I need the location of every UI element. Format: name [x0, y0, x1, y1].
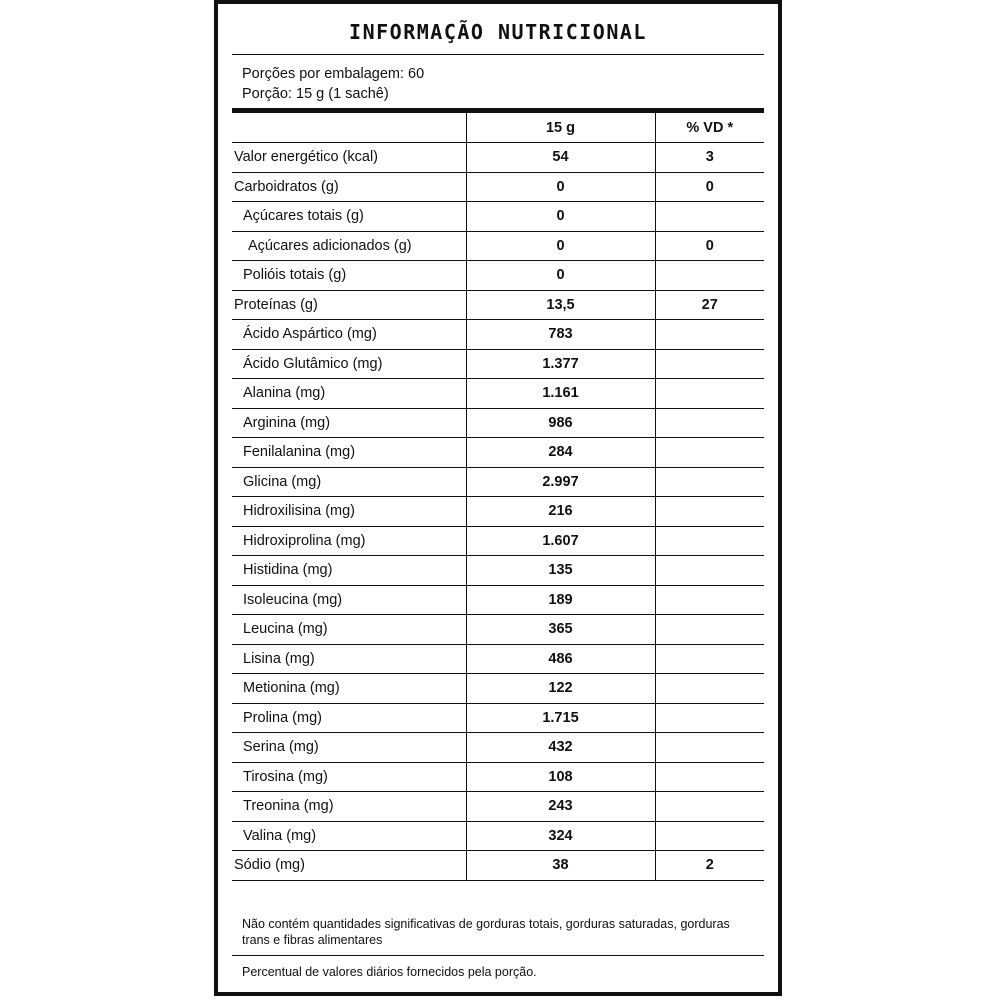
table-row: [232, 497, 764, 527]
nutrient-amount: 432: [466, 733, 655, 763]
nutrient-daily-value: [655, 497, 764, 527]
table-row: [232, 674, 764, 704]
nutrient-daily-value: [655, 526, 764, 556]
nutrient-amount: 243: [466, 792, 655, 822]
nutrient-name: Metionina (mg): [232, 674, 466, 704]
nutrient-name: Valina (mg): [232, 821, 466, 851]
serving-size: Porção: 15 g (1 sachê): [242, 86, 389, 102]
table-row: [232, 762, 764, 792]
header-amount: 15 g: [466, 113, 655, 143]
nutrient-name: Valor energético (kcal): [232, 143, 466, 173]
nutrient-amount: 284: [466, 438, 655, 468]
nutrient-daily-value: [655, 733, 764, 763]
title-divider: [232, 54, 764, 55]
nutrient-daily-value: [655, 821, 764, 851]
table-row: [232, 556, 764, 586]
nutrient-amount: 13,5: [466, 290, 655, 320]
nutrient-amount: 108: [466, 762, 655, 792]
table-row: [232, 821, 764, 851]
header-nutrient: [232, 113, 466, 143]
nutrient-daily-value: [655, 792, 764, 822]
nutrient-daily-value: [655, 703, 764, 733]
nutrient-daily-value: 0: [655, 172, 764, 202]
table-row: [232, 349, 764, 379]
nutrient-amount: 38: [466, 851, 655, 881]
table-row: [232, 438, 764, 468]
nutrient-name: Carboidratos (g): [232, 172, 466, 202]
nutrient-name: Alanina (mg): [232, 379, 466, 409]
table-row: [232, 231, 764, 261]
table-row: [232, 851, 764, 881]
nutrient-name: Glicina (mg): [232, 467, 466, 497]
nutrient-amount: 1.161: [466, 379, 655, 409]
table-row: [232, 172, 764, 202]
table-row: [232, 408, 764, 438]
nutrient-amount: 783: [466, 320, 655, 350]
nutrient-daily-value: [655, 615, 764, 645]
nutrient-daily-value: [655, 674, 764, 704]
nutrient-daily-value: 0: [655, 231, 764, 261]
nutrient-daily-value: 3: [655, 143, 764, 173]
nutrient-name: Treonina (mg): [232, 792, 466, 822]
nutrient-name: Histidina (mg): [232, 556, 466, 586]
nutrient-daily-value: 27: [655, 290, 764, 320]
nutrient-amount: 0: [466, 202, 655, 232]
table-row: [232, 467, 764, 497]
nutrient-name: Prolina (mg): [232, 703, 466, 733]
nutrient-name: Açúcares totais (g): [232, 202, 466, 232]
nutrient-amount: 54: [466, 143, 655, 173]
nutrient-daily-value: [655, 379, 764, 409]
nutrient-name: Ácido Glutâmico (mg): [232, 349, 466, 379]
table-row: [232, 290, 764, 320]
nutrient-amount: 365: [466, 615, 655, 645]
nutrient-amount: 122: [466, 674, 655, 704]
nutrient-name: Ácido Aspártico (mg): [232, 320, 466, 350]
table-row: [232, 261, 764, 291]
nutrient-amount: 1.377: [466, 349, 655, 379]
table-row: [232, 379, 764, 409]
table-row: [232, 792, 764, 822]
nutrient-daily-value: [655, 438, 764, 468]
nutrient-daily-value: [655, 320, 764, 350]
footnote-not-significant: Não contém quantidades significativas de gorduras totais, gorduras saturadas, gorduras trans e fibras alimentares: [242, 917, 730, 947]
nutrient-daily-value: [655, 349, 764, 379]
table-row: [232, 585, 764, 615]
nutrient-amount: 1.607: [466, 526, 655, 556]
nutrient-daily-value: 2: [655, 851, 764, 881]
nutrient-daily-value: [655, 762, 764, 792]
table-row: [232, 703, 764, 733]
nutrition-facts-label: [214, 0, 782, 996]
nutrient-amount: 1.715: [466, 703, 655, 733]
table-row: [232, 320, 764, 350]
nutrient-name: Fenilalanina (mg): [232, 438, 466, 468]
nutrient-amount: 0: [466, 231, 655, 261]
footnote-daily-values: Percentual de valores diários fornecidos pela porção.: [242, 965, 537, 979]
table-row: [232, 143, 764, 173]
table-row: [232, 202, 764, 232]
nutrient-amount: 2.997: [466, 467, 655, 497]
table-row: [232, 615, 764, 645]
servings-per-package: Porções por embalagem: 60: [242, 66, 425, 82]
nutrient-daily-value: [655, 408, 764, 438]
nutrient-amount: 986: [466, 408, 655, 438]
nutrient-amount: 486: [466, 644, 655, 674]
footnote-divider: [232, 955, 764, 956]
nutrient-daily-value: [655, 644, 764, 674]
nutrient-name: Isoleucina (mg): [232, 585, 466, 615]
nutrient-amount: 135: [466, 556, 655, 586]
nutrition-rows: [232, 143, 764, 881]
nutrient-daily-value: [655, 467, 764, 497]
nutrient-name: Hidroxilisina (mg): [232, 497, 466, 527]
nutrient-amount: 0: [466, 261, 655, 291]
nutrient-daily-value: [655, 585, 764, 615]
nutrient-name: Leucina (mg): [232, 615, 466, 645]
nutrient-amount: 189: [466, 585, 655, 615]
label-title: INFORMAÇÃO NUTRICIONAL: [349, 20, 647, 44]
nutrient-name: Lisina (mg): [232, 644, 466, 674]
nutrient-amount: 324: [466, 821, 655, 851]
nutrient-name: Polióis totais (g): [232, 261, 466, 291]
nutrient-name: Serina (mg): [232, 733, 466, 763]
table-row: [232, 644, 764, 674]
nutrient-name: Tirosina (mg): [232, 762, 466, 792]
nutrient-name: Sódio (mg): [232, 851, 466, 881]
nutrient-daily-value: [655, 261, 764, 291]
nutrient-name: Arginina (mg): [232, 408, 466, 438]
nutrient-name: Proteínas (g): [232, 290, 466, 320]
nutrient-daily-value: [655, 556, 764, 586]
nutrition-table: [232, 113, 764, 881]
table-header-row: [232, 113, 764, 143]
table-row: [232, 526, 764, 556]
table-row: [232, 733, 764, 763]
nutrient-name: Hidroxiprolina (mg): [232, 526, 466, 556]
nutrient-daily-value: [655, 202, 764, 232]
nutrient-amount: 216: [466, 497, 655, 527]
nutrient-name: Açúcares adicionados (g): [232, 231, 466, 261]
header-daily-value: % VD *: [655, 113, 764, 143]
nutrient-amount: 0: [466, 172, 655, 202]
